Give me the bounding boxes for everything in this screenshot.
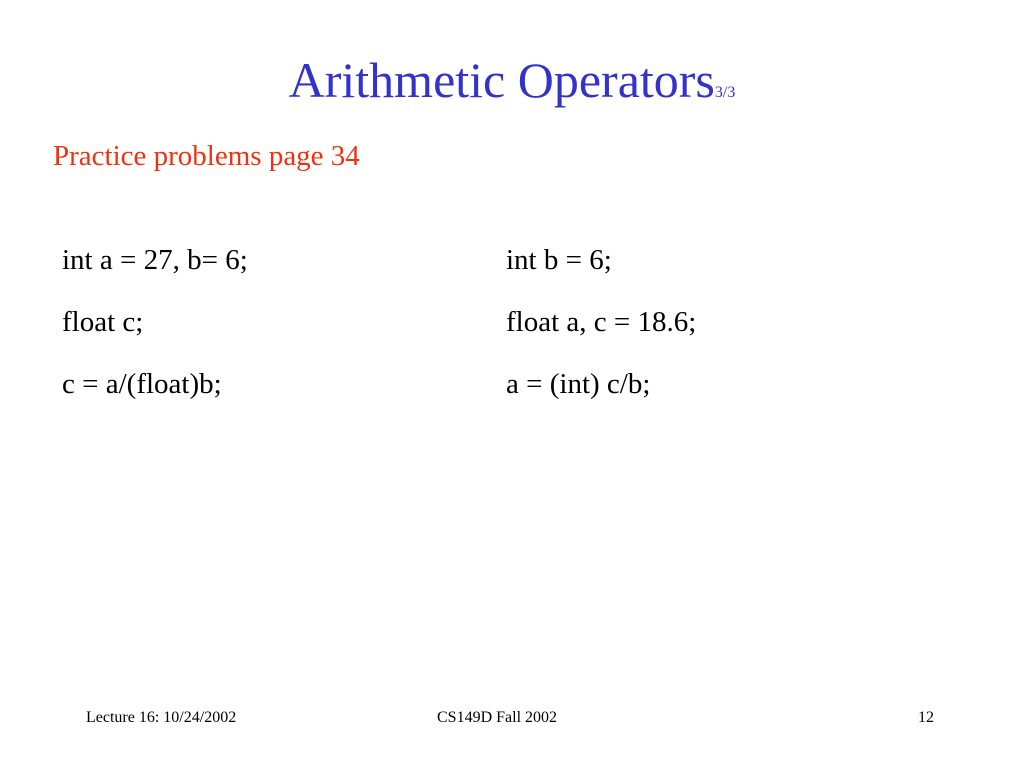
code-line: int a = 27, b= 6; — [62, 244, 248, 276]
code-line: a = (int) c/b; — [506, 368, 651, 400]
slide-title — [0, 48, 1024, 125]
code-line: float c; — [62, 306, 144, 338]
code-line: c = a/(float)b; — [62, 368, 222, 400]
right-code-block — [506, 229, 696, 415]
footer-course: CS149D Fall 2002 — [437, 709, 558, 726]
code-line: int b = 6; — [506, 244, 612, 276]
slide-title-text: Arithmetic Operators — [288, 52, 715, 108]
practice-subtitle: Practice problems page 34 — [53, 140, 360, 172]
footer-page-number: 12 — [918, 709, 934, 726]
left-code-block — [62, 229, 248, 415]
code-line: float a, c = 18.6; — [506, 306, 697, 338]
footer-lecture-date: Lecture 16: 10/24/2002 — [86, 709, 237, 726]
slide-title-part-indicator: 3/3 — [714, 84, 736, 101]
